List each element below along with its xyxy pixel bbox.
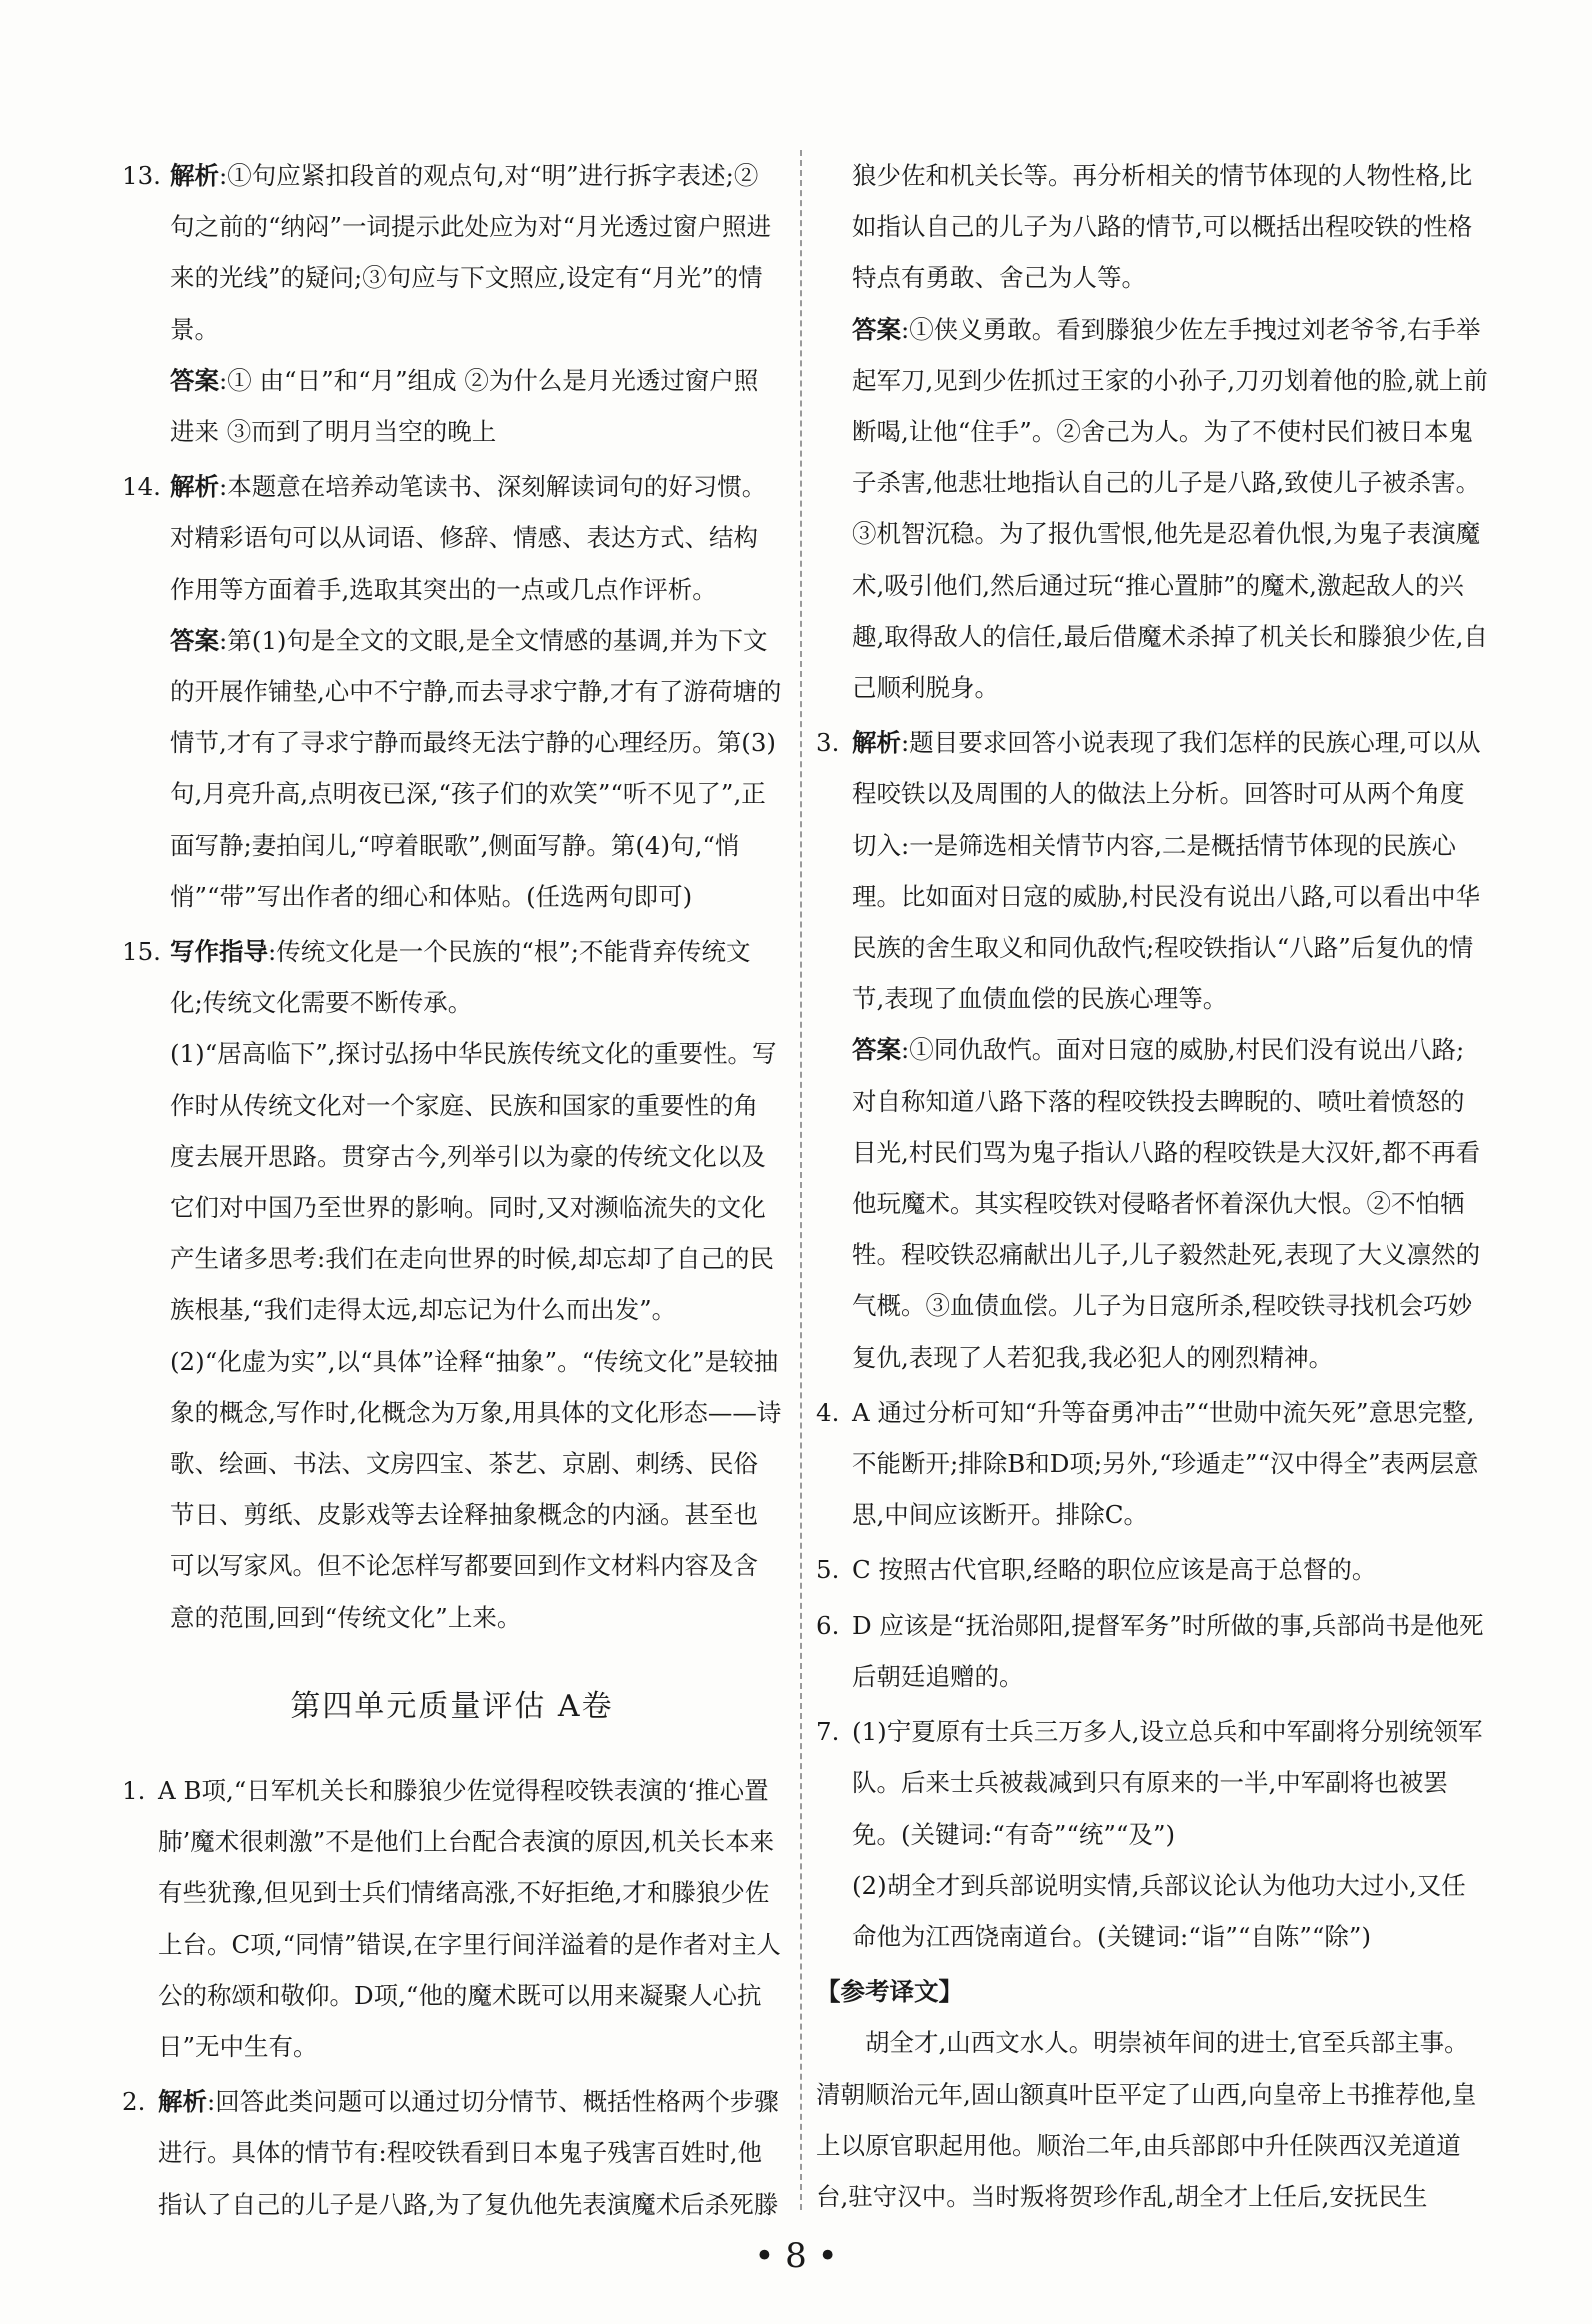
a3-number: 3. <box>816 728 840 758</box>
a5-block <box>816 1544 1488 1595</box>
q14-analysis-label: 解析 <box>170 472 219 502</box>
q14-answer-text: :第(1)句是全文的文眼,是全文情感的基调,并为下文的开展作铺垫,心中不宁静,而去寻求宁静,才有了游荷塘的情节,才有了寻求宁静而最终无法宁静的心理经历。第(3)句,月亮升高,点明夜已深,“孩子们的欢笑”“听不见了”,正面写静;妻拍闰儿,“哼着眠歌”,侧面写静。第(4)句,“悄悄”“带”写出作者的细心和体贴。(任选两句即可) <box>170 625 782 911</box>
q13-answer <box>170 355 782 457</box>
a7-number: 7. <box>816 1717 840 1747</box>
right-column <box>816 150 1488 2214</box>
a6-number: 6. <box>816 1610 840 1640</box>
q13-block <box>122 150 782 457</box>
q15-paragraph-2: (2)“化虚为实”,以“具体”诠释“抽象”。“传统文化”是较抽象的概念,写作时,化概念为万象,用具体的文化形态——诗歌、绘画、书法、文房四宝、茶艺、京剧、刺绣、民俗节日、剪纸、皮影戏等去诠释抽象概念的内涵。甚至也可以写家风。但不论怎样写都要回到作文材料内容及含意的范围,回到“传统文化”上来。 <box>170 1346 782 1632</box>
a4-number: 4. <box>816 1397 840 1427</box>
a2-analysis-text: :回答此类问题可以通过切分情节、概括性格两个步骤进行。具体的情节有:程咬铁看到日本鬼子残害百姓时,他指认了自己的儿子是八路,为了复仇他先表演魔术后杀死滕 <box>158 2087 779 2219</box>
a7-paragraph-1: (1)宁夏原有士兵三万多人,设立总兵和中军副将分别统领军队。后来士兵被裁减到只有原来的一半,中军副将也被罢免。(关键词:“有奇”“统”“及”) <box>852 1717 1483 1849</box>
reference-translation-title: 【参考译文】 <box>816 1977 963 2007</box>
a3-answer <box>852 1024 1488 1382</box>
q15-number: 15. <box>122 937 161 967</box>
a7-paragraph-2: (2)胡全才到兵部说明实情,兵部议论认为他功大过小,又任命他为江西饶南道台。(关键词:“诣”“自陈”“除”) <box>852 1870 1466 1951</box>
a2-number: 2. <box>122 2087 146 2117</box>
left-column <box>122 150 782 2219</box>
a2-analysis <box>158 2076 782 2230</box>
a5-number: 5. <box>816 1555 840 1585</box>
a6-text: D 应该是“抚治郧阳,提督军务”时所做的事,兵部尚书是他死后朝廷追赠的。 <box>852 1610 1484 1691</box>
a3-analysis <box>852 717 1488 1024</box>
a4-block <box>816 1387 1488 1541</box>
a1-block <box>122 1765 782 2072</box>
q14-block <box>122 461 782 922</box>
q13-answer-label: 答案 <box>170 365 219 395</box>
a2-answer-text: :①侠义勇敢。看到滕狼少佐左手拽过刘老爷爷,右手举起军刀,见到少佐抓过王家的小孙子,刀刃划着他的脸,就上前断喝,让他“住手”。②舍己为人。为了不使村民们被日本鬼子杀害,他悲壮地指认自己的儿子是八路,致使儿子被杀害。③机智沉稳。为了报仇雪恨,他先是忍着仇恨,为鬼子表演魔术,吸引他们,然后通过玩“推心置肺”的魔术,激起敌人的兴趣,取得敌人的信任,最后借魔术杀掉了机关长和滕狼少佐,自己顺利脱身。 <box>852 314 1488 703</box>
a3-answer-text: :①同仇敌忾。面对日寇的威胁,村民们没有说出八路;对自称知道八路下落的程咬铁投去睥睨的、喷吐着愤怒的目光,村民们骂为鬼子指认八路的程咬铁是大汉奸,都不再看他玩魔术。其实程咬铁对侵略者怀着深仇大恨。②不怕牺牲。程咬铁忍痛献出儿子,儿子毅然赴死,表现了大义凛然的气概。③血债血偿。儿子为日寇所杀,程咬铁寻找机会巧妙复仇,表现了人若犯我,我必犯人的刚烈精神。 <box>852 1035 1481 1372</box>
page-number: • 8 • <box>754 2236 838 2276</box>
section-title: 第四单元质量评估 A卷 <box>290 1688 614 1724</box>
q14-analysis-text: :本题意在培养动笔读书、深刻解读词句的好习惯。对精彩语句可以从词语、修辞、情感、表达方式、结构作用等方面着手,选取其突出的一点或几点作评析。 <box>170 472 767 604</box>
a7-block <box>816 1706 1488 1962</box>
a1-text: A B项,“日军机关长和滕狼少佐觉得程咬铁表演的‘推心置肺’魔术很刺激”不是他们上台配合表演的原因,机关长本来有些犹豫,但见到士兵们情绪高涨,不好拒绝,才和滕狼少佐上台。C项,“同情”错误,在字里行间洋溢着的是作者对主人公的称颂和敬仰。D项,“他的魔术既可以用来凝聚人心抗日”无中生有。 <box>158 1775 781 2061</box>
a2-analysis-continued: 狼少佐和机关长等。再分析相关的情节体现的人物性格,比如指认自己的儿子为八路的情节,可以概括出程咬铁的性格特点有勇敢、舍己为人等。 <box>852 161 1473 293</box>
a2-answer-label: 答案 <box>852 314 901 344</box>
a2-block <box>122 2076 782 2230</box>
q14-analysis <box>170 461 782 615</box>
q14-number: 14. <box>122 472 161 502</box>
a5-text: C 按照古代官职,经略的职位应该是高于总督的。 <box>852 1555 1377 1585</box>
a1-number: 1. <box>122 1775 146 1805</box>
a2-answer <box>852 304 1488 714</box>
a2-continued-block <box>816 150 1488 713</box>
a3-block <box>816 717 1488 1383</box>
q13-analysis-label: 解析 <box>170 161 219 190</box>
a4-text: A 通过分析可知“升等奋勇冲击”“世勋中流矢死”意思完整,不能断开;排除B和D项;另外,“珍遁走”“汉中得全”表两层意思,中间应该断开。排除C。 <box>852 1397 1479 1530</box>
q13-analysis-text: :①句应紧扣段首的观点句,对“明”进行拆字表述;②句之前的“纳闷”一词提示此处应为对“月光透过窗户照进来的光线”的疑问;③句应与下文照应,设定有“月光”的情景。 <box>170 161 772 344</box>
q14-answer-label: 答案 <box>170 625 219 655</box>
reference-translation-block <box>816 1966 1488 2222</box>
a3-analysis-label: 解析 <box>852 728 901 758</box>
q15-guide-text: :传统文化是一个民族的“根”;不能背弃传统文化;传统文化需要不断传承。 <box>170 937 751 1018</box>
q15-paragraph-1: (1)“居高临下”,探讨弘扬中华民族传统文化的重要性。写作时从传统文化对一个家庭、民族和国家的重要性的角度去展开思路。贯穿古今,列举引以为豪的传统文化以及它们对中国乃至世界的影响。同时,又对濒临流失的文化产生诸多思考:我们在走向世界的时候,却忘却了自己的民族根基,“我们走得太远,却忘记为什么而出发”。 <box>170 1039 777 1325</box>
a3-analysis-text: :题目要求回答小说表现了我们怎样的民族心理,可以从程咬铁以及周围的人的做法上分析。回答时可从两个角度切入:一是筛选相关情节内容,二是概括情节体现的民族心理。比如面对日寇的威胁,村民没有说出八路,可以看出中华民族的舍生取义和同仇敌忾;程咬铁指认“八路”后复仇的情节,表现了血债血偿的民族心理等。 <box>852 728 1481 1014</box>
a3-answer-label: 答案 <box>852 1035 901 1065</box>
q14-answer <box>170 615 782 922</box>
q13-number: 13. <box>122 161 161 190</box>
a2-analysis-label: 解析 <box>158 2087 207 2117</box>
a6-block <box>816 1600 1488 1702</box>
q13-answer-text: :① 由“日”和“月”组成 ②为什么是月光透过窗户照进来 ③而到了明月当空的晚上 <box>170 365 759 447</box>
column-divider <box>800 150 802 2210</box>
q13-analysis <box>170 150 782 355</box>
reference-translation-text: 胡全才,山西文水人。明崇祯年间的进士,官至兵部主事。清朝顺治元年,固山额真叶臣平定了山西,向皇帝上书推荐他,皇上以原官职起用他。顺治二年,由兵部郎中升任陕西汉羌道道台,驻守汉中。当时叛将贺珍作乱,胡全才上任后,安抚民生 <box>816 2028 1477 2211</box>
q15-guide-label: 写作指导 <box>170 937 268 967</box>
q15-block <box>122 926 782 1643</box>
q15-guide <box>170 926 782 1028</box>
